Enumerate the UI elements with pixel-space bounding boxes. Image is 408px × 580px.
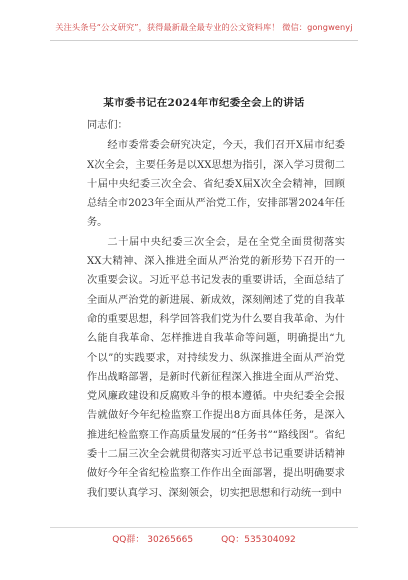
document-title: 某市委书记在2024年市纪委全会上的讲话 (103, 97, 305, 109)
document-body (87, 116, 345, 503)
paragraph-1: 经市委常委会研究决定，今天，我们召开X届市纪委X次全会，主要任务是以XX思想为指引，深入学习贯彻二十届中央纪委三次全会、省纪委X届X次全会精神，回顾总结全市2023年全面从严治党工作，安排部署2024年任务。 (87, 140, 345, 229)
contact-footer (0, 532, 408, 545)
qq-group: QQ群： 30265665 (112, 535, 194, 545)
header-divider (50, 40, 358, 41)
footer-divider (50, 527, 358, 528)
salutation: 同志们： (87, 120, 128, 131)
promo-header: 关注头条号“公文研究”，获得最新最全最专业的公文资料库！ 微信：gongwenyj (55, 22, 353, 32)
qq-contact: QQ：535304092 (221, 535, 296, 545)
paragraph-2: 二十届中央纪委三次全会，是在全党全面贯彻落实XX大精神、深入推进全面从严治党的新形势下召开的一次重要会议。习近平总书记发表的重要讲话，全面总结了全面从严治党的新进展、新成效，深刻阐述了党的自我革命的重要思想，科学回答我们党为什么要自我革命、为什么能自我革命、怎样推进自我革命等问题，明确提出“九个以”的实践要求，对持续发力、纵深推进全面从严治党作出战略部署，是新时代新征程深入推进全面从严治党、党风廉政建设和反腐败斗争的根本遵循。中央纪委全会报告就做好今年纪检监察工作提出8方面具体任务，是深入推进纪检监察工作高质量发展的“任务书”“路线图”。省纪委十二届三次全会就贯彻落实习近平总书记重要讲话精神做好今年全省纪检监察工作作出全面部署，提出明确要求我们要认真学习、深刻领会，切实把思想和行动统一到中 (87, 236, 345, 499)
